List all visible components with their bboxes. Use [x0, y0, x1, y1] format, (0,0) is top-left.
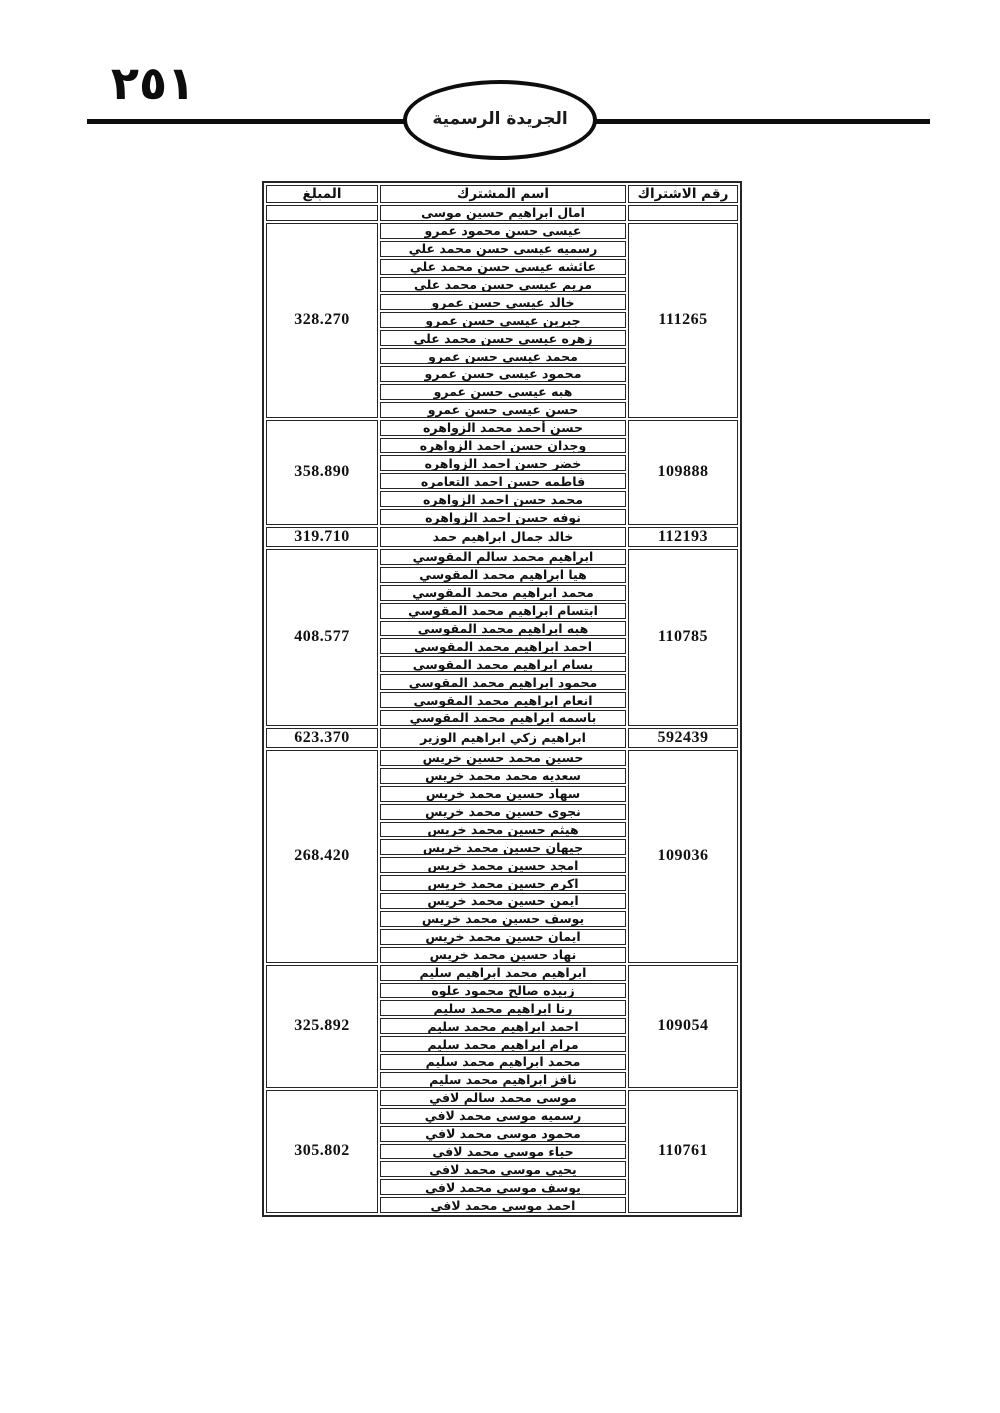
subscriber-name-cell: امال ابراهيم حسين موسى	[380, 205, 626, 221]
subscriber-name-cell: هبه عيسى حسن عمرو	[380, 384, 626, 400]
subscriber-name-cell: حسن أحمد محمد الزواهره	[380, 420, 626, 436]
subscription-number-cell: 111265	[628, 223, 738, 418]
amount-cell: 319.710	[266, 527, 378, 547]
amount-cell: 623.370	[266, 728, 378, 748]
subscription-number-cell: 110785	[628, 549, 738, 726]
table-row	[266, 420, 738, 436]
subscriber-name-cell: موسى محمد سالم لافي	[380, 1090, 626, 1106]
subscriber-name-cell: رنا ابراهيم محمد سليم	[380, 1000, 626, 1016]
subscription-number-cell: 109054	[628, 965, 738, 1088]
subscriber-name-cell: رسميه عيسى حسن محمد علي	[380, 241, 626, 257]
table-row	[266, 965, 738, 981]
subscriber-name-cell: جبرين عيسى حسن عمرو	[380, 312, 626, 328]
subscriber-name-cell: يوسف حسين محمد خريس	[380, 911, 626, 927]
subscriber-name-cell: نجوى حسين محمد خريس	[380, 804, 626, 820]
subscriber-name-cell: نهاد حسين محمد خريس	[380, 947, 626, 963]
page-number: ٢٥١	[110, 56, 196, 110]
amount-cell: 325.892	[266, 965, 378, 1088]
table-row	[266, 549, 738, 565]
subscriber-name-cell: مرام ابراهيم محمد سليم	[380, 1036, 626, 1052]
subscriber-name-cell: وجدان حسن احمد الزواهره	[380, 438, 626, 454]
subscriber-name-cell: حسن عيسى حسن عمرو	[380, 402, 626, 418]
subscriber-name-cell: حياء موسى محمد لافي	[380, 1144, 626, 1160]
table-row	[266, 527, 738, 547]
subscription-number-cell: 112193	[628, 527, 738, 547]
table-row	[266, 728, 738, 748]
subscriber-name-cell: يحيى موسى محمد لافي	[380, 1161, 626, 1177]
subscriber-name-cell: مريم عيسى حسن محمد علي	[380, 277, 626, 293]
subscription-number-cell: 109888	[628, 420, 738, 525]
subscriber-name-cell: محمد عيسى حسن عمرو	[380, 348, 626, 364]
subscriber-name-cell: امجد حسين محمد خريس	[380, 857, 626, 873]
subscriber-name-cell: فاطمه حسن احمد التعامره	[380, 473, 626, 489]
subscriber-name-cell: هيا ابراهيم محمد المقوسي	[380, 567, 626, 583]
subscriber-name-cell: باسمه ابراهيم محمد المقوسي	[380, 710, 626, 726]
subscriber-name-cell: انعام ابراهيم محمد المقوسي	[380, 692, 626, 708]
subscriber-name-cell: احمد موسى محمد لافي	[380, 1197, 626, 1213]
subscriber-name-cell: حسين محمد حسين خريس	[380, 750, 626, 766]
subscription-number-cell: 109036	[628, 750, 738, 963]
amount-cell: 408.577	[266, 549, 378, 726]
subscriber-name-cell: ابتسام ابراهيم محمد المقوسي	[380, 603, 626, 619]
subscriber-name-cell: جيهان حسين محمد خريس	[380, 839, 626, 855]
subscription-number-cell	[628, 205, 738, 221]
subscriber-name-cell: نافز ابراهيم محمد سليم	[380, 1072, 626, 1088]
amount-cell: 268.420	[266, 750, 378, 963]
table-row	[266, 1090, 738, 1106]
subscriber-name-cell: هبه ابراهيم محمد المقوسي	[380, 621, 626, 637]
table-header-row	[266, 185, 738, 203]
subscriber-name-cell: ايمان حسين محمد خريس	[380, 929, 626, 945]
subscription-number-cell: 110761	[628, 1090, 738, 1213]
gazette-seal	[403, 80, 597, 160]
gazette-title: الجريدة الرسمية	[432, 109, 568, 129]
subscribers-table	[262, 181, 742, 1217]
subscriber-name-cell: محمد حسن احمد الزواهره	[380, 491, 626, 507]
col-header-subscriber-name: اسم المشترك	[380, 185, 626, 203]
subscriber-name-cell: محمود ابراهيم محمد المقوسي	[380, 674, 626, 690]
subscribers-table-body	[266, 205, 738, 1213]
subscriber-name-cell: عائشه عيسى حسن محمد علي	[380, 259, 626, 275]
table-row	[266, 205, 738, 221]
subscriber-name-cell: رسميه موسى محمد لافي	[380, 1108, 626, 1124]
subscriber-name-cell: ابراهيم محمد ابراهيم سليم	[380, 965, 626, 981]
table-row	[266, 223, 738, 239]
subscriber-name-cell: سعديه محمد محمد خريس	[380, 768, 626, 784]
subscriber-name-cell: محمد ابراهيم محمد سليم	[380, 1054, 626, 1070]
subscriber-name-cell: ابراهيم محمد سالم المقوسي	[380, 549, 626, 565]
subscriber-name-cell: بسام ابراهيم محمد المقوسي	[380, 656, 626, 672]
col-header-amount: المبلغ	[266, 185, 378, 203]
subscriber-name-cell: احمد ابراهيم محمد المقوسي	[380, 638, 626, 654]
subscriber-name-cell: محمود عيسى حسن عمرو	[380, 366, 626, 382]
amount-cell: 358.890	[266, 420, 378, 525]
subscriber-name-cell: نوفه حسن احمد الزواهره	[380, 509, 626, 525]
amount-cell: 328.270	[266, 223, 378, 418]
subscriber-name-cell: عيسى حسن محمود عمرو	[380, 223, 626, 239]
subscriber-name-cell: خالد جمال ابراهيم حمد	[380, 527, 626, 547]
subscriber-name-cell: محمد ابراهيم محمد المقوسي	[380, 585, 626, 601]
subscriber-name-cell: محمود موسى محمد لافي	[380, 1126, 626, 1142]
subscription-number-cell: 592439	[628, 728, 738, 748]
subscriber-name-cell: احمد ابراهيم محمد سليم	[380, 1018, 626, 1034]
subscriber-name-cell: خضر حسن احمد الزواهره	[380, 455, 626, 471]
amount-cell: 305.802	[266, 1090, 378, 1213]
subscriber-name-cell: زبيده صالح محمود علوه	[380, 983, 626, 999]
subscriber-name-cell: هيثم حسين محمد خريس	[380, 822, 626, 838]
subscriber-name-cell: ابراهيم زكي ابراهيم الوزير	[380, 728, 626, 748]
subscriber-name-cell: سهاد حسين محمد خريس	[380, 786, 626, 802]
subscriber-name-cell: خالد عيسى حسن عمرو	[380, 294, 626, 310]
subscriber-name-cell: اكرم حسين محمد خريس	[380, 875, 626, 891]
col-header-subscription-number: رقم الاشتراك	[628, 185, 738, 203]
subscriber-name-cell: ايمن حسين محمد خريس	[380, 893, 626, 909]
amount-cell	[266, 205, 378, 221]
subscriber-name-cell: يوسف موسى محمد لافي	[380, 1179, 626, 1195]
table-row	[266, 750, 738, 766]
subscriber-name-cell: زهره عيسى حسن محمد علي	[380, 330, 626, 346]
